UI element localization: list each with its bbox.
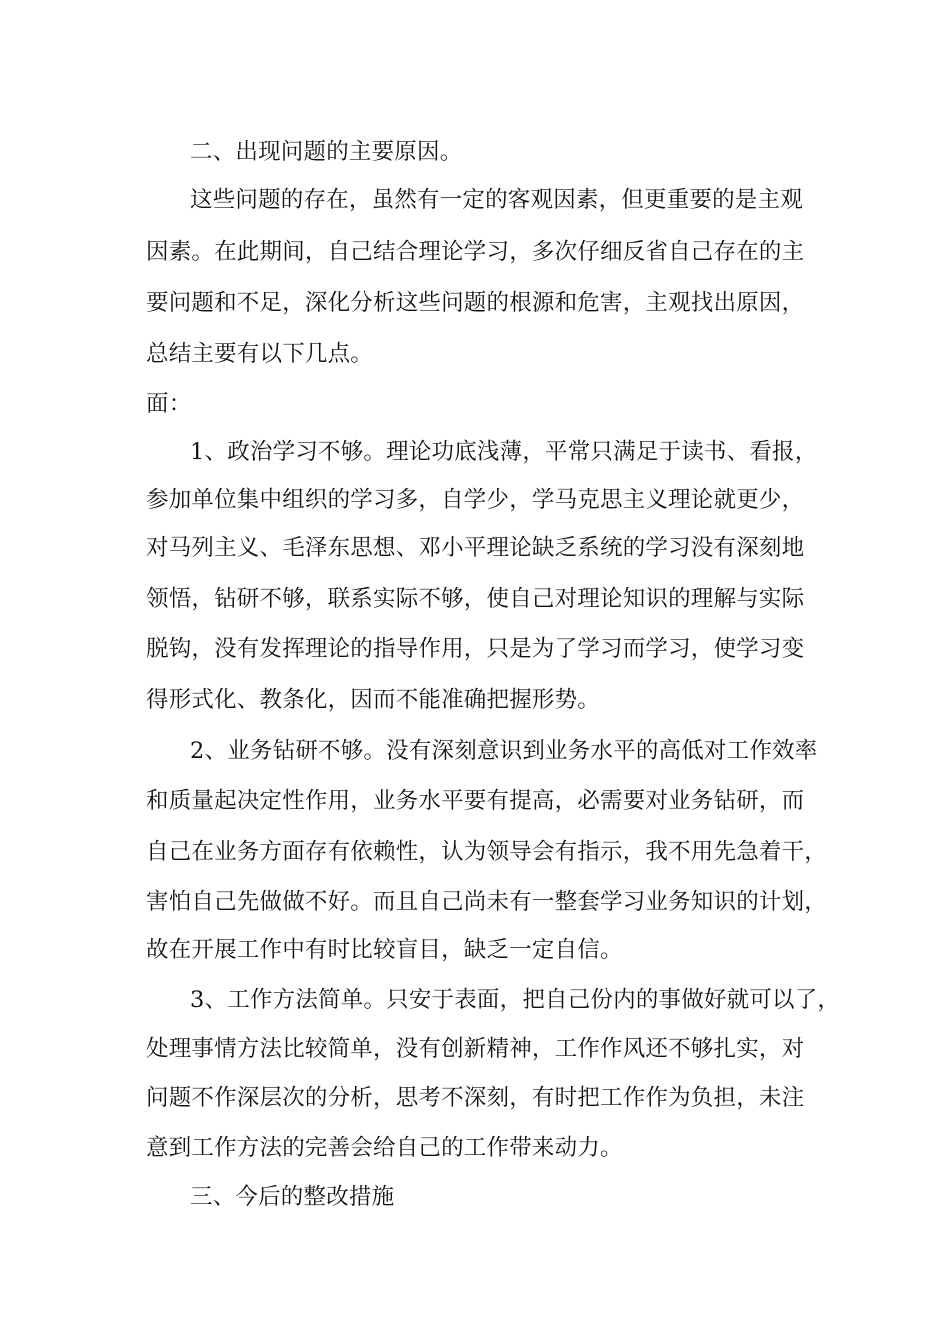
item2-line: 害怕自己先做做不好。而且自己尚未有一整套学习业务知识的计划，: [146, 889, 828, 915]
item2-line: 2、业务钻研不够。没有深刻意识到业务水平的高低对工作效率: [190, 738, 818, 764]
item3-line: 意到工作方法的完善会给自己的工作带来动力。: [146, 1135, 623, 1161]
item2-line: 自己在业务方面存有依赖性，认为领导会有指示，我不用先急着干，: [146, 839, 828, 865]
paragraph-line: 要问题和不足，深化分析这些问题的根源和危害，主观找出原因，: [146, 290, 805, 316]
item1-line: 参加单位集中组织的学习多，自学少，学马克思主义理论就更少，: [146, 487, 805, 513]
section-heading-rectification: 三、今后的整改措施: [190, 1184, 395, 1210]
item3-line: 问题不作深层次的分析，思考不深刻，有时把工作作为负担，未注: [146, 1085, 805, 1111]
item1-line: 得形式化、教条化，因而不能准确把握形势。: [146, 687, 601, 713]
item1-line: 脱钩，没有发挥理论的指导作用，只是为了学习而学习，使学习变: [146, 636, 805, 662]
paragraph-line: 这些问题的存在，虽然有一定的客观因素，但更重要的是主观: [190, 187, 803, 213]
item3-line: 处理事情方法比较简单，没有创新精神，工作作风还不够扎实，对: [146, 1036, 805, 1062]
paragraph-line: 总结主要有以下几点。: [146, 341, 374, 367]
item1-line: 1、政治学习不够。理论功底浅薄，平常只满足于读书、看报，: [190, 439, 818, 465]
paragraph-fragment: 面：: [146, 391, 192, 417]
section-heading-main-causes: 二、出现问题的主要原因。: [190, 139, 463, 165]
item1-line: 领悟，钻研不够，联系实际不够，使自己对理论知识的理解与实际: [146, 586, 805, 612]
item3-line: 3、工作方法简单。只安于表面，把自己份内的事做好就可以了，: [190, 987, 841, 1013]
item1-line: 对马列主义、毛泽东思想、邓小平理论缺乏系统的学习没有深刻地: [146, 535, 805, 561]
item2-line: 和质量起决定性作用，业务水平要有提高，必需要对业务钻研，而: [146, 788, 805, 814]
paragraph-line: 因素。在此期间，自己结合理论学习，多次仔细反省自己存在的主: [146, 239, 805, 265]
item2-line: 故在开展工作中有时比较盲目，缺乏一定自信。: [146, 937, 623, 963]
